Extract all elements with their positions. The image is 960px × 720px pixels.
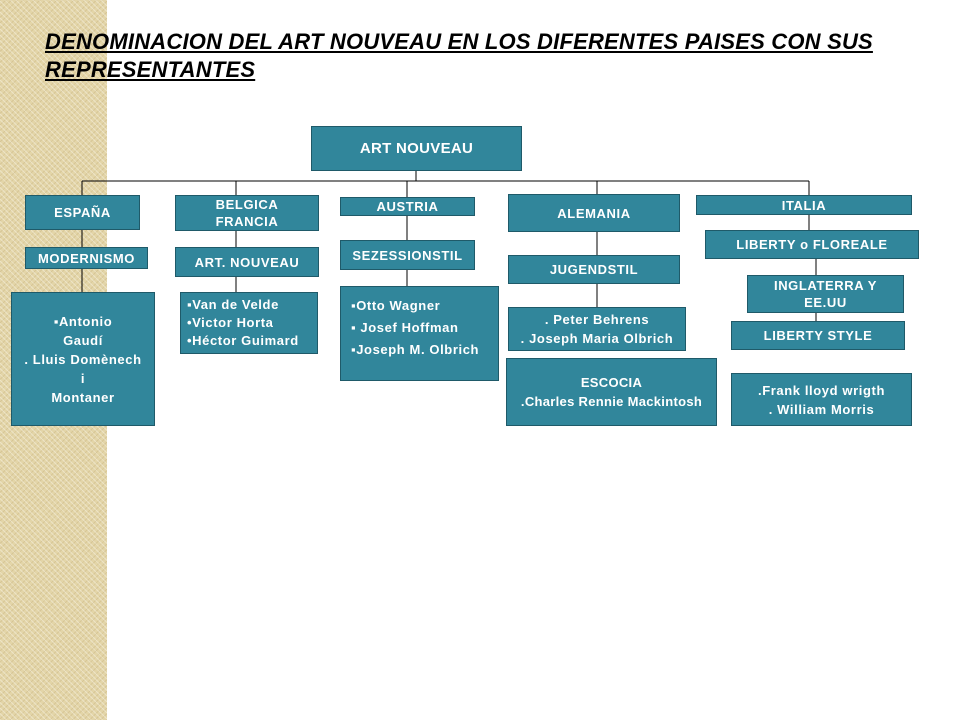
- inglaterra-eeuu-box: [747, 275, 904, 313]
- belgica-style-label: ART. NOUVEAU: [194, 254, 300, 270]
- espana-artist-line3: . Lluis Domènech: [24, 351, 142, 367]
- alemania-artists-box: [508, 307, 686, 351]
- austria-artist: ▪Joseph M. Olbrich: [351, 342, 480, 357]
- austria-country-label: AUSTRIA: [376, 199, 439, 214]
- espana-artist-line5: Montaner: [51, 389, 115, 405]
- escocia-box: [506, 358, 717, 426]
- austria-artist: ▪Otto Wagner: [351, 298, 441, 313]
- espana-style-label: MODERNISMO: [38, 250, 135, 266]
- root-label: ART NOUVEAU: [359, 140, 474, 157]
- austria-artists-box: [340, 286, 499, 381]
- inglaterra-line1: INGLATERRA Y: [773, 278, 878, 293]
- inglaterra-line2: EE.UU: [804, 295, 847, 310]
- belgica-artist: ▪Van de Velde: [187, 297, 279, 312]
- belgica-artist: •Victor Horta: [187, 315, 274, 330]
- escocia-artist-label: .Charles Rennie Mackintosh: [520, 394, 703, 409]
- austria-style-label: SEZESSIONSTIL: [352, 247, 463, 263]
- italia-country-box: [696, 195, 912, 215]
- espana-country-label: ESPAÑA: [54, 205, 111, 220]
- inglaterra-artist-line2: . William Morris: [768, 401, 875, 417]
- page-title: DENOMINACION DEL ART NOUVEAU EN LOS DIFERENTES PAISES CON SUS REPRESENTANTES: [45, 29, 873, 82]
- austria-style-box: [340, 240, 475, 270]
- belgica-style-box: [175, 247, 319, 277]
- liberty-style-box: [731, 321, 905, 350]
- belgica-country-line2: FRANCIA: [215, 214, 279, 229]
- espana-style-box: [25, 247, 148, 269]
- root-art-nouveau-box: [311, 126, 522, 171]
- espana-artists-box: [11, 292, 155, 426]
- austria-artist-list: [351, 295, 479, 361]
- espana-artist-line4: i: [80, 370, 86, 386]
- espana-country-box: [25, 195, 140, 230]
- alemania-country-box: [508, 194, 680, 232]
- belgica-country-line1: BELGICA: [215, 197, 279, 212]
- italia-country-label: ITALIA: [781, 197, 827, 213]
- italia-style-label: LIBERTY o FLOREALE: [736, 237, 888, 252]
- belgica-artists-box: [180, 292, 318, 354]
- austria-artist: ▪ Josef Hoffman: [351, 320, 459, 335]
- austria-country-box: [340, 197, 475, 216]
- italia-style-box: [705, 230, 919, 259]
- alemania-artist-line1: . Peter Behrens: [544, 312, 650, 327]
- espana-artist-line1: ▪Antonio: [53, 313, 113, 329]
- alemania-style-label: JUGENDSTIL: [549, 262, 639, 277]
- belgica-francia-country-box: [175, 195, 319, 231]
- escocia-country-label: ESCOCIA: [580, 375, 643, 390]
- inglaterra-artist-line1: .Frank lloyd wrigth: [758, 382, 885, 398]
- belgica-artist-list: [187, 296, 299, 350]
- liberty-style-label: LIBERTY STYLE: [763, 328, 873, 343]
- alemania-country-label: ALEMANIA: [557, 205, 631, 221]
- belgica-artist: •Héctor Guimard: [187, 333, 299, 348]
- alemania-style-box: [508, 255, 680, 284]
- espana-artist-line2: Gaudí: [63, 332, 103, 348]
- alemania-artist-line2: . Joseph Maria Olbrich: [520, 331, 674, 346]
- inglaterra-artists-box: [731, 373, 912, 426]
